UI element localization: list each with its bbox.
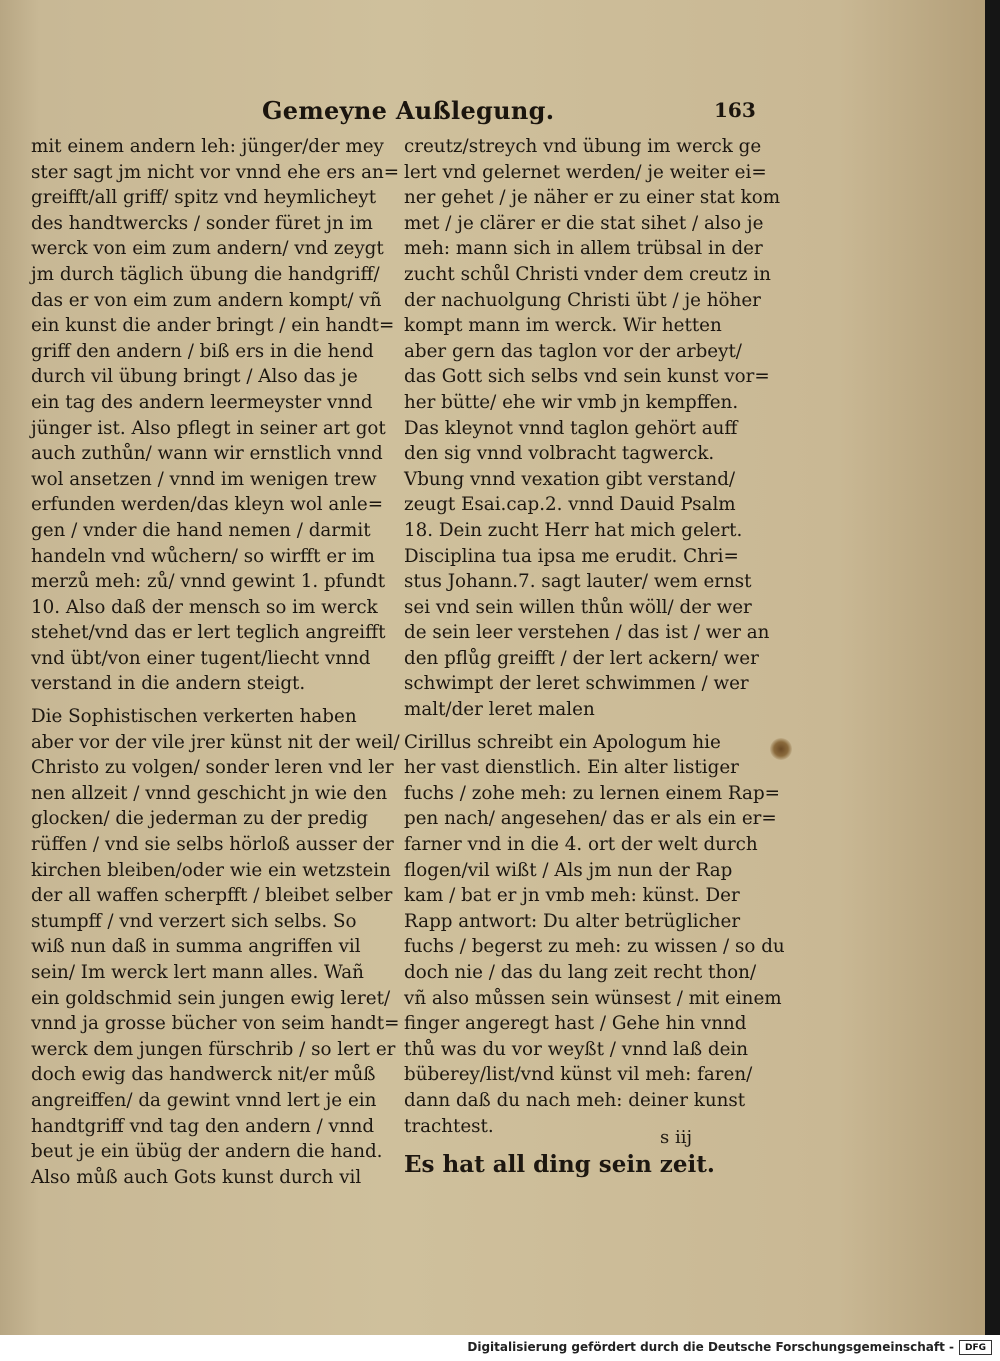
text-line: zucht schůl Christi vnder dem creutz in (404, 263, 771, 285)
text-line: sein/ Im werck lert mann alles. Wañ (31, 962, 364, 983)
paper-stain (770, 738, 792, 760)
text-line: den sig vnnd volbracht tagwerck. (404, 443, 715, 465)
text-line: jm durch täglich übung die handgriff/ (31, 263, 380, 285)
text-line: Das kleynot vnnd taglon gehört auff (404, 417, 738, 439)
text-line: dann daß du nach meh: deiner kunst (404, 1089, 746, 1111)
left-text-column (31, 134, 400, 1190)
text-line: werck von eim zum andern/ vnd zeygt (31, 238, 384, 260)
text-line: des handtwercks / sonder füret jn im (31, 212, 373, 234)
closing-heading: Es hat all ding sein zeit. (404, 1151, 715, 1179)
text-line: vnd übt/von einer tugent/liecht vnnd (31, 647, 371, 669)
text-line: durch vil übung bringt / Also das je (31, 366, 358, 388)
text-line: das er von eim zum andern kompt/ vñ (31, 289, 382, 311)
text-line: beut je ein übüg der andern die hand. (31, 1141, 383, 1163)
text-line: flogen/vil wißt / Als jm nun der Rap (404, 859, 733, 881)
text-line: stehet/vnd das er lert teglich angreifft (31, 622, 386, 644)
text-line: fuchs / begerst zu meh: zu wissen / so du (404, 936, 785, 958)
text-line: her vast dienstlich. Ein alter listiger (404, 757, 739, 779)
text-line: de sein leer verstehen / das ist / wer an (404, 622, 770, 644)
text-line: Vbung vnnd vexation gibt verstand/ (404, 468, 736, 490)
text-line: mit einem andern leh: jünger/der mey (31, 136, 384, 157)
text-line: ner gehet / je näher er zu einer stat kom (404, 187, 781, 209)
text-line: Christo zu volgen/ sonder leren vnd ler (31, 757, 394, 779)
text-line: glocken/ die jederman zu der predig (31, 808, 368, 830)
text-line: wiß nun daß in summa angriffen vil (31, 936, 361, 958)
text-line: zeugt Esai.cap.2. vnnd Dauid Psalm (404, 494, 736, 516)
text-line: greifft/all griff/ spitz vnd heymlicheyt (31, 187, 377, 209)
text-line: creutz/streych vnd übung im werck ge (404, 136, 762, 157)
text-line: malt/der leret malen (404, 699, 595, 721)
text-line: werck dem jungen fürschrib / so lert er (31, 1038, 396, 1060)
text-line: kirchen bleiben/oder wie ein wetzstein (31, 859, 391, 881)
text-line: jünger ist. Also pflegt in seiner art got (31, 417, 386, 439)
text-line: Disciplina tua ipsa me erudit. Chri= (404, 545, 739, 567)
text-line: aber gern das taglon vor der arbeyt/ (404, 340, 742, 362)
text-line: doch ewig das handwerck nit/er můß (31, 1064, 376, 1086)
text-line: handtgriff vnd tag den andern / vnnd (31, 1115, 375, 1137)
page-number: 163 (714, 98, 756, 122)
text-line: den pflůg greifft / der lert ackern/ wer (404, 647, 759, 669)
dfg-logo: DFG (959, 1340, 992, 1355)
digitization-footer (0, 1335, 1000, 1361)
page-edge (985, 0, 1000, 1335)
text-line: das Gott sich selbs vnd sein kunst vor= (404, 366, 770, 388)
text-line: rüffen / vnd sie selbs hörloß ausser der (31, 834, 394, 856)
text-line: Rapp antwort: Du alter betrüglicher (404, 910, 741, 932)
text-line: pen nach/ angesehen/ das er als ein er= (404, 808, 777, 830)
text-line: aber vor der vile jrer künst nit der weil/ (31, 731, 400, 753)
text-line: doch nie / das du lang zeit recht thon/ (404, 962, 757, 983)
text-line: ein kunst die ander bringt / ein handt= (31, 315, 395, 337)
text-line: Also můß auch Gots kunst durch vil (31, 1166, 362, 1188)
text-line: nen allzeit / vnnd geschicht jn wie den (31, 782, 388, 804)
text-line: kompt mann im werck. Wir hetten (404, 315, 722, 337)
running-title: Gemeyne Außlegung. (262, 96, 555, 125)
text-line: Die Sophistischen verkerten haben (31, 706, 357, 728)
signature-mark: s iij (660, 1127, 693, 1148)
text-line: Cirillus schreibt ein Apologum hie (404, 731, 721, 753)
text-line: gen / vnder die hand nemen / darmit (31, 519, 371, 541)
text-line: farner vnd in die 4. ort der welt durch (404, 834, 758, 856)
text-line: stumpff / vnd verzert sich selbs. So (31, 910, 357, 932)
text-line: handeln vnd wůchern/ so wirfft er im (31, 545, 375, 567)
text-line: stus Johann.7. sagt lauter/ wem ernst (404, 571, 752, 593)
right-text-column (404, 134, 785, 1181)
paragraph-gap (404, 723, 766, 730)
text-line: der nachuolgung Christi übt / je höher (404, 289, 761, 311)
text-line: der all waffen scherpfft / bleibet selber (31, 885, 393, 907)
text-line: trachtest. (404, 1115, 494, 1137)
text-line: verstand in die andern steigt. (31, 673, 306, 695)
text-line: auch zuthůn/ wann wir ernstlich vnnd (31, 443, 383, 465)
text-line: kam / bat er jn vmb meh: künst. Der (404, 885, 740, 907)
text-line: ster sagt jm nicht vor vnnd ehe ers an= (31, 161, 400, 183)
text-line: erfunden werden/das kleyn wol anle= (31, 494, 384, 516)
text-line: thů was du vor weyßt / vnnd laß dein (404, 1038, 749, 1060)
text-line: 10. Also daß der mensch so im werck (31, 596, 378, 618)
text-line: griff den andern / biß ers in die hend (31, 340, 374, 362)
text-line: büberey/list/vnd künst vil meh: faren/ (404, 1064, 753, 1086)
footer-credit-text: Digitalisierung gefördert durch die Deutsche Forschungsgemeinschaft - (467, 1340, 954, 1354)
text-line: ein goldschmid sein jungen ewig leret/ (31, 987, 391, 1009)
text-line: schwimpt der leret schwimmen / wer (404, 673, 749, 695)
paragraph-gap (31, 697, 391, 704)
text-line: vñ also můssen sein wünsest / mit einem (404, 987, 782, 1009)
text-line: merzů meh: zů/ vnnd gewint 1. pfundt (31, 571, 386, 593)
text-line: lert vnd gelernet werden/ je weiter ei= (404, 161, 767, 183)
text-line: vnnd ja grosse bücher von seim handt= (31, 1013, 400, 1035)
text-line: her bütte/ ehe wir vmb jn kempffen. (404, 391, 739, 413)
text-line: wol ansetzen / vnnd im wenigen trew (31, 468, 377, 490)
text-line: sei vnd sein willen thůn wöll/ der wer (404, 596, 752, 618)
text-line: ein tag des andern leermeyster vnnd (31, 391, 373, 413)
text-line: fuchs / zohe meh: zu lernen einem Rap= (404, 782, 780, 804)
text-line: finger angeregt hast / Gehe hin vnnd (404, 1013, 747, 1035)
text-line: meh: mann sich in allem trübsal in der (404, 238, 763, 260)
text-line: 18. Dein zucht Herr hat mich gelert. (404, 519, 743, 541)
text-line: angreiffen/ da gewint vnnd lert je ein (31, 1089, 377, 1111)
text-line: met / je clärer er die stat sihet / also je (404, 212, 764, 234)
page-header (0, 96, 985, 130)
